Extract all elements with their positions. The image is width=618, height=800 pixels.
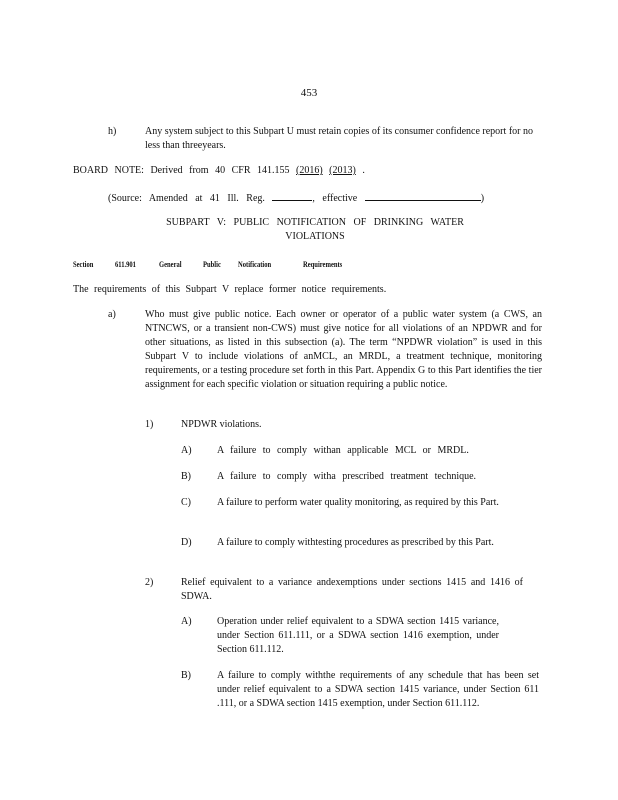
board-note [73, 164, 365, 178]
source-reg-blank [272, 190, 312, 201]
section-word: Section [73, 260, 94, 269]
section-title-general: General [159, 260, 182, 269]
subpart-title-line1: SUBPART V: PUBLIC NOTIFICATION OF DRINKING WATER [166, 217, 464, 228]
item-2-label: 2) [145, 577, 154, 588]
page-number: 453 [300, 87, 318, 99]
section-number: 611.901 [115, 260, 136, 269]
item-a-label: a) [108, 309, 116, 320]
item-1A-text: A failure to comply withan applicable MCL or MRDL. [217, 445, 469, 456]
item-1B-label: B) [181, 471, 191, 482]
source-text: (Source: Amended at 41 Ill. Reg. [108, 193, 265, 204]
item-1D-text: A failure to comply withtesting procedures as prescribed by this Part. [217, 537, 494, 548]
item-a-text: Who must give public notice. Each owner or operator of a public water system (a CWS, an NTNCWS, or a transient non-CWS) must give notice for all violations of an NPDWR and for other situations, as listed in this subsection (a). The term “NPDWR violation” is used in this Subpart V to include violations of anMCL, an MRDL, a treatment technique, monitoring requirements, or a testing procedure set forth in this Part. Appendix G to this Part identifies the tier assignment for each specific violation or situation requiring a public notice. [145, 309, 542, 390]
item-2-text: Relief equivalent to a variance andexemptions under sections 1415 and 1416 of SDWA. [181, 577, 523, 602]
item-1D-label: D) [181, 537, 192, 548]
section-heading [73, 258, 373, 272]
item-1C-text: A failure to perform water quality monitoring, as required by this Part. [217, 497, 499, 508]
source-effective-blank [365, 190, 481, 201]
subpart-title [110, 216, 520, 244]
source-close: ) [480, 193, 485, 204]
section-title-public: Public [203, 260, 221, 269]
item-2B-label: B) [181, 670, 191, 681]
board-note-year-2013: (2013) [329, 165, 356, 176]
item-1-text: NPDWR violations. [181, 419, 262, 430]
item-h-label: h) [108, 126, 117, 137]
board-note-prefix: BOARD NOTE: Derived from 40 CFR 141.155 [73, 165, 290, 176]
item-1C-label: C) [181, 497, 191, 508]
subpart-title-line2: VIOLATIONS [285, 231, 345, 242]
intro-paragraph: The requirements of this Subpart V replace former notice requirements. [73, 284, 387, 295]
section-title-notification: Notification [238, 260, 272, 269]
source-line: (Source: Amended at 41 Ill. Reg. , effective ) [108, 190, 484, 206]
item-h-text: Any system subject to this Subpart U must retain copies of its consumer confidence report for no less than threeyears. [145, 126, 533, 151]
item-1-label: 1) [145, 419, 154, 430]
board-note-suffix: . [362, 165, 365, 176]
item-1B-text: A failure to comply witha prescribed treatment technique. [217, 471, 477, 482]
item-1A-label: A) [181, 445, 192, 456]
item-2A-label: A) [181, 616, 192, 627]
section-title-requirements: Requirements [303, 260, 343, 269]
source-effective: effective [322, 193, 358, 204]
item-2B-text: A failure to comply withthe requirements of any schedule that has been set under relief equivalent to a SDWA section 1415 variance, under Section 611 .111, or a SDWA section 1415 exemption, under Section 611.112. [217, 670, 539, 709]
item-2A-text: Operation under relief equivalent to a SDWA section 1415 variance, under Section 611.111, or a SDWA section 1416 exemption, under Section 611.112. [217, 616, 499, 655]
board-note-year-2016: (2016) [296, 165, 323, 176]
